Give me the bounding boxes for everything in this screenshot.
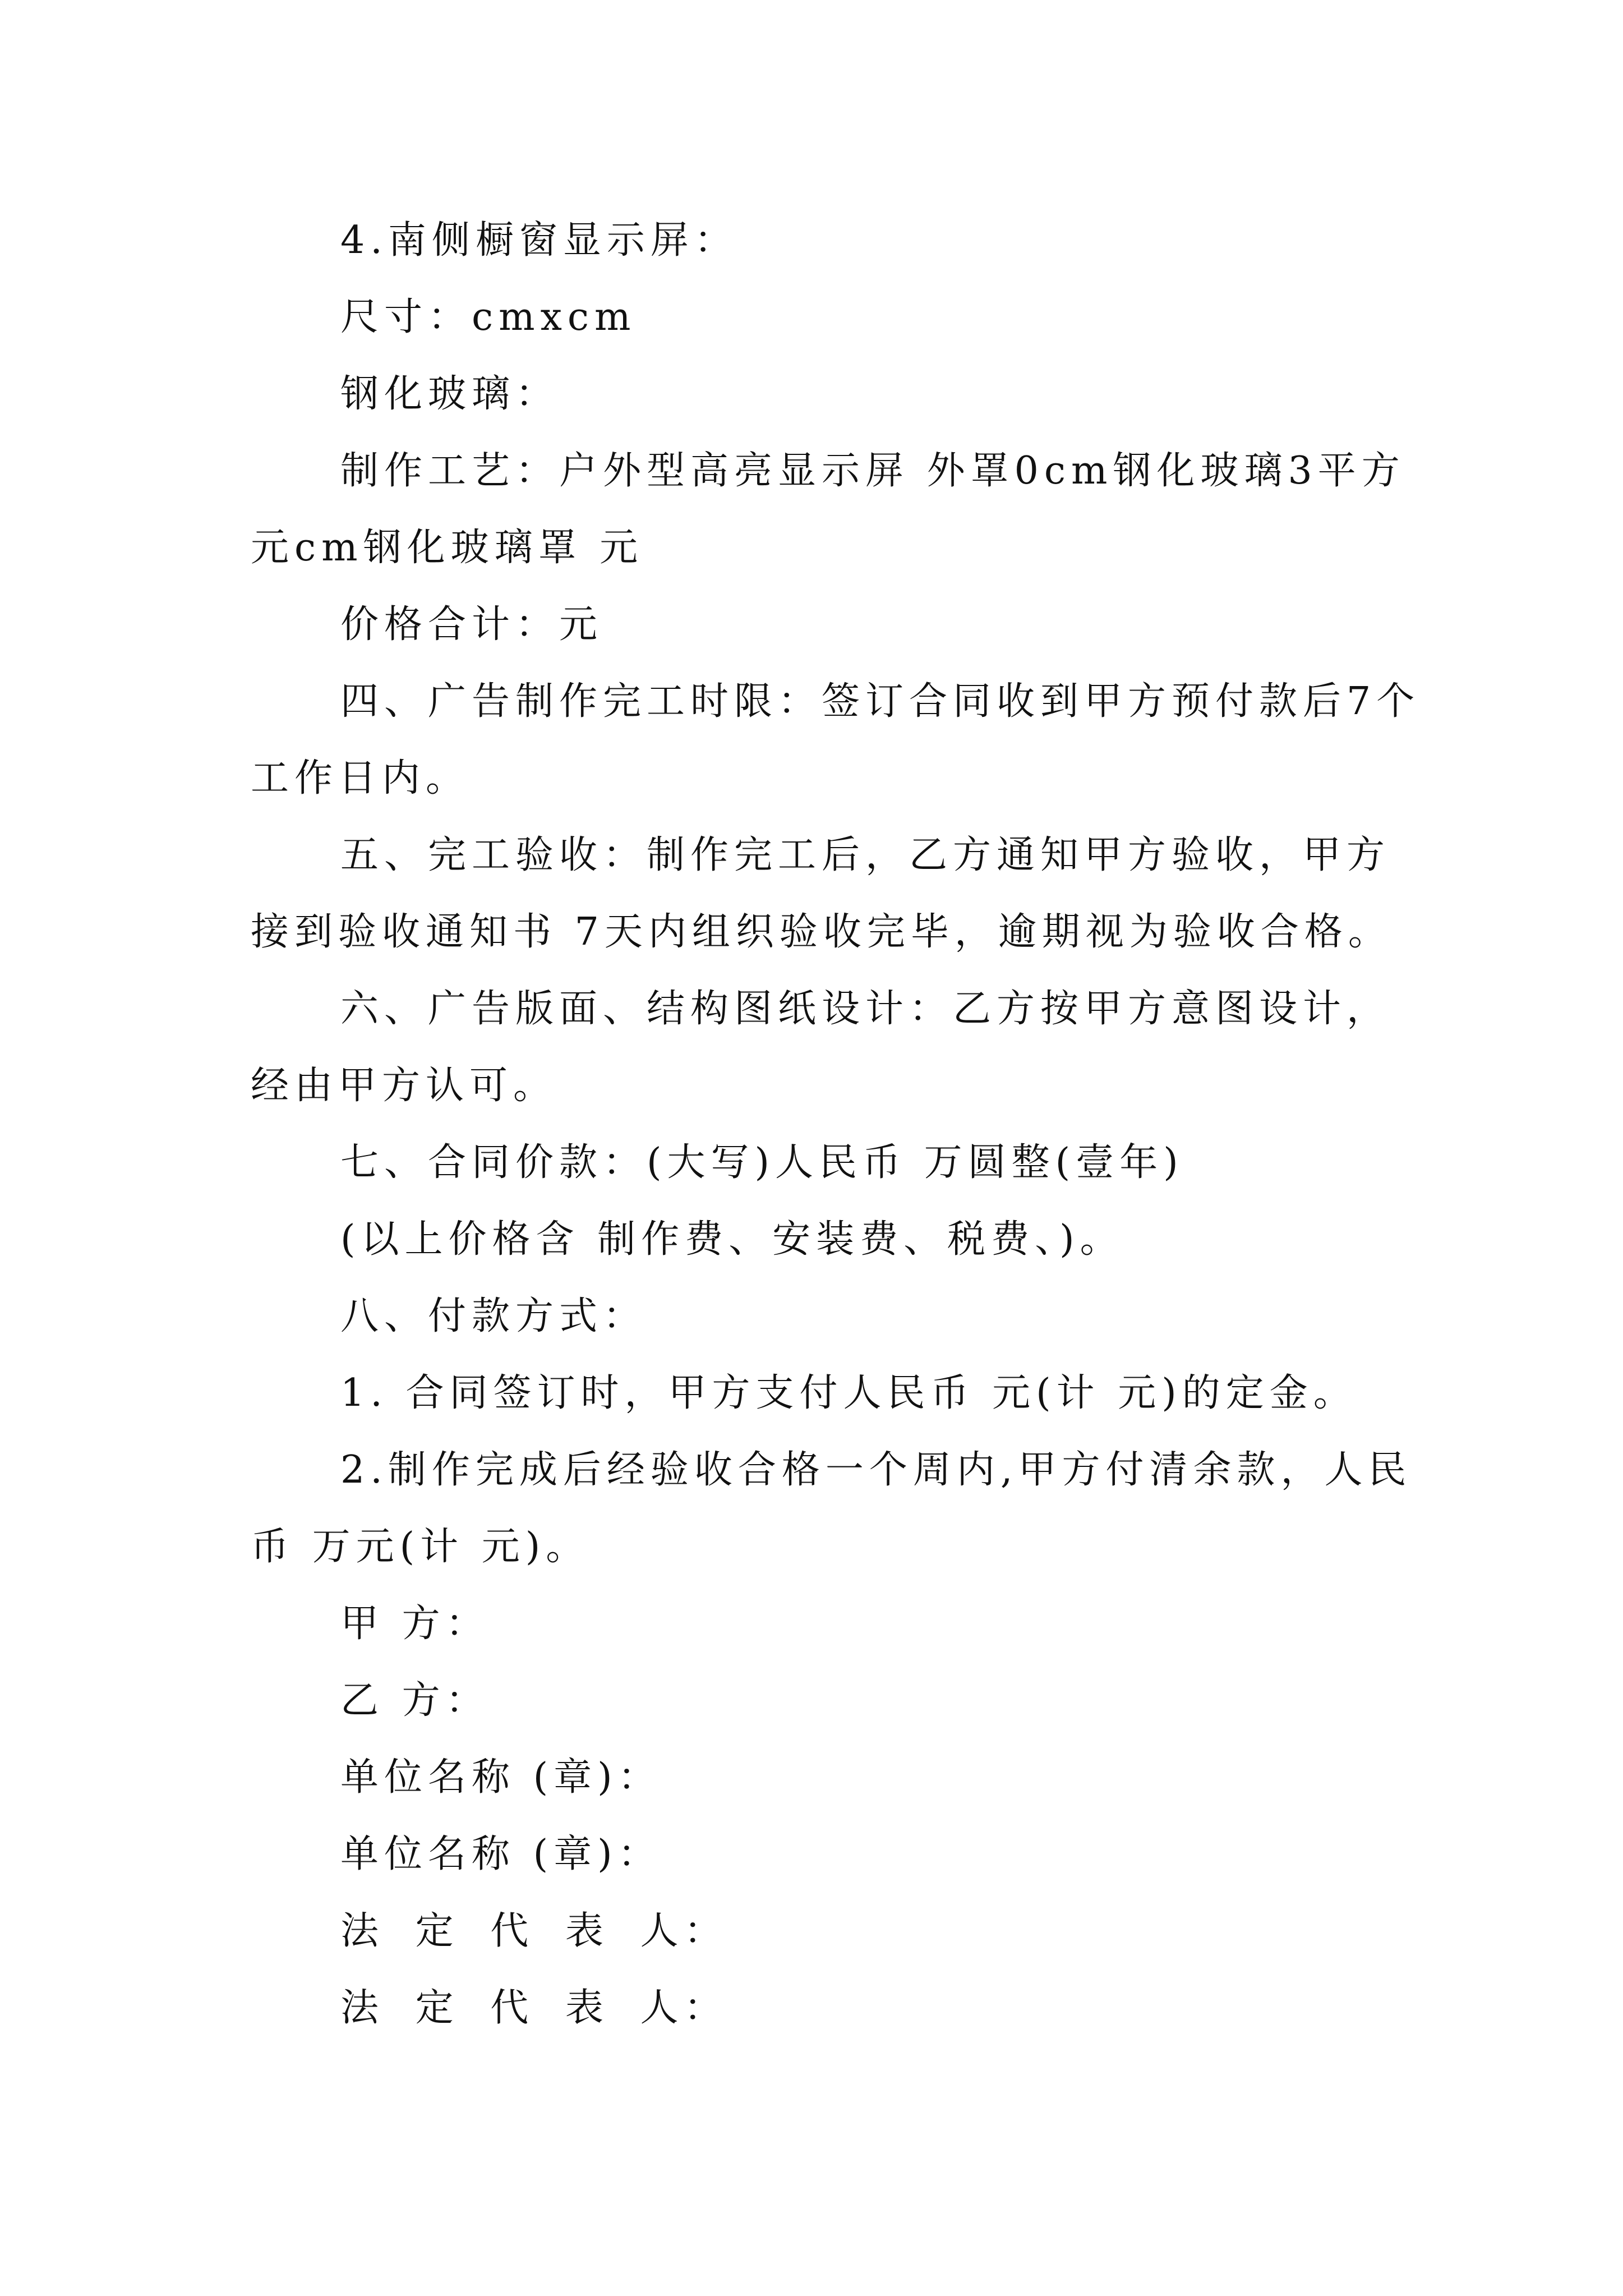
payment-item-1: 1. 合同签订时，甲方支付人民币 元(计 元)的定金。 [340, 1371, 1357, 1415]
clause-7-contract-price: 七、合同价款：(大写)人民币 万圆整(壹年) [340, 1140, 1184, 1185]
party-b-label: 乙 方： [340, 1678, 490, 1723]
clause-6-design: 六、广告版面、结构图纸设计：乙方按甲方意图设计，经由甲方认可。 [251, 987, 1391, 1108]
unit-name-a-label: 单位名称 (章)： [340, 1755, 662, 1800]
legal-rep-a-label: 法 定 代 表 人： [340, 1909, 728, 1953]
legal-rep-b-label: 法 定 代 表 人： [340, 1986, 728, 2030]
size-line: 尺寸：cmxcm [340, 295, 637, 339]
price-includes-note: (以上价格含 制作费、安装费、税费、)。 [340, 1217, 1124, 1262]
payment-item-2: 2.制作完成后经验收合格一个周内,甲方付清余款，人民币 万元(计 元)。 [251, 1448, 1412, 1569]
price-total-line: 价格合计：元 [340, 602, 603, 647]
unit-name-b-label: 单位名称 (章)： [340, 1832, 662, 1876]
tempered-glass-line: 钢化玻璃： [340, 372, 560, 416]
clause-8-payment-method: 八、付款方式： [340, 1294, 647, 1338]
clause-5-acceptance: 五、完工验收：制作完工后，乙方通知甲方验收，甲方接到验收通知书 7天内组织验收完毕，逾期视为验收合格。 [251, 833, 1392, 954]
section-display-screen-title: 4.南侧橱窗显示屏： [340, 218, 738, 263]
clause-4-completion-deadline: 四、广告制作完工时限：签订合同收到甲方预付款后7个工作日内。 [251, 679, 1421, 800]
party-a-label: 甲 方： [340, 1602, 490, 1646]
contract-body [251, 202, 1428, 2046]
craft-process-paragraph: 制作工艺：户外型高亮显示屏 外罩0cm钢化玻璃3平方元cm钢化玻璃罩 元 [251, 449, 1405, 570]
